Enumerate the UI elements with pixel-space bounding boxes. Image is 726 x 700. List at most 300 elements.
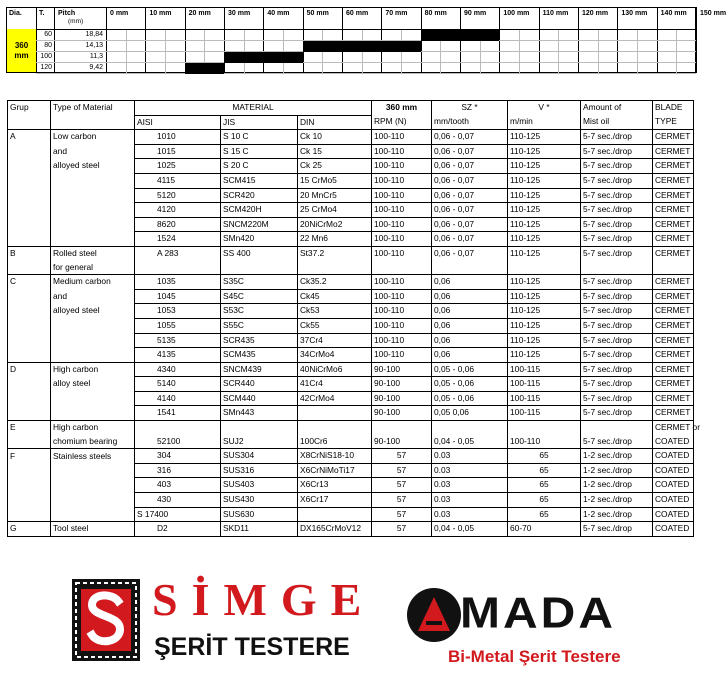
rpm-value: 100-110	[372, 188, 432, 203]
sz-value: 0.03	[432, 478, 508, 493]
blade-value: CERMET	[653, 217, 694, 232]
pitch-grid-line	[696, 7, 697, 73]
group-letter	[8, 232, 51, 247]
teeth-value: 80	[44, 42, 52, 49]
din-value: Ck 10	[298, 130, 372, 145]
mist-header: Mist oil	[581, 115, 653, 130]
v-value: 110-125	[508, 173, 581, 188]
table-row	[8, 159, 694, 174]
v-value: 100-115	[508, 391, 581, 406]
material-type: Stainless steels	[51, 449, 135, 464]
din-value: 20 MnCr5	[298, 188, 372, 203]
material-type: Rolled steel	[51, 246, 135, 260]
amount-header: Amount of	[581, 101, 653, 116]
table-row	[8, 173, 694, 188]
jis-value: SUS430	[221, 493, 298, 508]
material-type: Tool steel	[51, 522, 135, 537]
sz-header: SZ *	[432, 101, 508, 116]
material-type: Medium carbon	[51, 275, 135, 290]
pitch-range-bar	[185, 63, 224, 74]
empty-cell	[135, 421, 221, 435]
cutting-parameters-table	[7, 100, 700, 537]
group-letter	[8, 391, 51, 406]
simge-logo-icon	[72, 579, 140, 661]
pitch-chart	[6, 7, 726, 73]
material-type: and	[51, 289, 135, 304]
table-row	[8, 391, 694, 406]
empty-cell	[432, 421, 508, 435]
pitch-value: 9,42	[89, 64, 103, 71]
mist-value: 5-7 sec./drop	[581, 391, 653, 406]
scale-label: 30 mm	[228, 10, 251, 17]
group-letter	[8, 188, 51, 203]
group-letter: G	[8, 522, 51, 537]
jis-value: SNCM220M	[221, 217, 298, 232]
sz-value: 0,06	[432, 333, 508, 348]
group-letter	[8, 217, 51, 232]
rpm-value: 100-110	[372, 217, 432, 232]
group-letter: A	[8, 130, 51, 145]
material-type	[51, 391, 135, 406]
rpm-value: 90-100	[372, 406, 432, 421]
aisi-value: 1055	[135, 318, 221, 333]
din-value: 34CrMo4	[298, 348, 372, 363]
sz-value: 0.03	[432, 463, 508, 478]
material-type	[51, 493, 135, 508]
aisi-value: 4120	[135, 203, 221, 218]
grup-header: Grup	[8, 101, 51, 116]
blade-header: BLADE	[653, 101, 694, 116]
din-value: 22 Mn6	[298, 232, 372, 247]
type-header-cont	[51, 115, 135, 130]
simge-wordmark: SİMGE	[152, 574, 376, 625]
blade-value: CERMET	[653, 159, 694, 174]
material-type: High carbon	[51, 421, 135, 435]
rpm-value: 90-100	[372, 377, 432, 392]
table-row	[8, 217, 694, 232]
din-value: 42CrMo4	[298, 391, 372, 406]
rpm-value: 100-110	[372, 232, 432, 247]
mist-value: 5-7 sec./drop	[581, 522, 653, 537]
pitch-range-bar	[421, 30, 500, 41]
blade-type-header: TYPE	[653, 115, 694, 130]
v-value: 110-125	[508, 159, 581, 174]
sz-value: 0,06 - 0,07	[432, 246, 508, 260]
aisi-value: 1524	[135, 232, 221, 247]
table-row	[8, 478, 694, 493]
din-value: X8CrNiS18-10	[298, 449, 372, 464]
sz-value: 0,05 - 0,06	[432, 377, 508, 392]
sz-value: 0,06 - 0,07	[432, 203, 508, 218]
material-type: Low carbon	[51, 130, 135, 145]
mist-value: 5-7 sec./drop	[581, 318, 653, 333]
dia-value: 360	[14, 41, 29, 50]
rpm-value: 57	[372, 478, 432, 493]
mist-value: 5-7 sec./drop	[581, 188, 653, 203]
v-value: 110-125	[508, 348, 581, 363]
table-row	[8, 522, 694, 537]
scale-label: 0 mm	[110, 10, 129, 17]
jis-value: SCR435	[221, 333, 298, 348]
jis-value: SS 400	[221, 246, 298, 260]
din-value: X6Cr13	[298, 478, 372, 493]
blade-value: COATED	[653, 507, 694, 522]
table-row	[8, 449, 694, 464]
aisi-value: 403	[135, 478, 221, 493]
rpm-value: 57	[372, 507, 432, 522]
table-row	[8, 289, 694, 304]
group-letter	[8, 144, 51, 159]
din-value: Ck 25	[298, 159, 372, 174]
pitch-row-line	[36, 29, 696, 30]
pitch-row-line	[36, 73, 696, 74]
mist-value: 5-7 sec./drop	[581, 144, 653, 159]
material-type: chomium bearing	[51, 435, 135, 449]
v-value: 110-125	[508, 275, 581, 290]
t-header: T.	[39, 10, 45, 17]
aisi-value: 1025	[135, 159, 221, 174]
v-value: 110-125	[508, 318, 581, 333]
v-value: 110-125	[508, 188, 581, 203]
dia-unit: mm	[14, 51, 29, 61]
v-value: 110-125	[508, 333, 581, 348]
material-type: alloyed steel	[51, 159, 135, 174]
jis-value: S 15 C	[221, 144, 298, 159]
sz-value: 0,06	[432, 304, 508, 319]
grup-header-cont	[8, 115, 51, 130]
amada-logo-icon	[406, 587, 462, 643]
sz-value: 0,06	[432, 275, 508, 290]
sz-value: 0.03	[432, 507, 508, 522]
material-type	[51, 173, 135, 188]
din-value: 20NiCrMo2	[298, 217, 372, 232]
sz-value: 0,05 0,06	[432, 406, 508, 421]
aisi-value: 4340	[135, 362, 221, 377]
rpm-value: 57	[372, 463, 432, 478]
pitch-value: 18,84	[85, 31, 103, 38]
scale-label: 140 mm	[660, 10, 687, 17]
material-type	[51, 232, 135, 247]
mist-value: 5-7 sec./drop	[581, 406, 653, 421]
group-letter	[8, 435, 51, 449]
table-row	[8, 261, 694, 275]
sz-value: 0,06 - 0,07	[432, 144, 508, 159]
aisi-value: 304	[135, 449, 221, 464]
scale-label: 80 mm	[424, 10, 447, 17]
mist-value: 5-7 sec./drop	[581, 377, 653, 392]
jis-value: S53C	[221, 304, 298, 319]
group-letter	[8, 159, 51, 174]
v-value: 110-125	[508, 217, 581, 232]
v-value: 110-125	[508, 289, 581, 304]
empty-cell	[432, 261, 508, 275]
blade-value: COATED	[653, 449, 694, 464]
teeth-value: 100	[40, 53, 52, 60]
material-type	[51, 463, 135, 478]
din-value: X6CrNiMoTi17	[298, 463, 372, 478]
group-letter: D	[8, 362, 51, 377]
din-value: Ck53	[298, 304, 372, 319]
pitch-header: Pitch	[58, 10, 76, 17]
table-row	[8, 463, 694, 478]
sz-value: 0,05 - 0,06	[432, 391, 508, 406]
blade-value: CERMET	[653, 289, 694, 304]
empty-cell	[298, 421, 372, 435]
mist-value: 5-7 sec./drop	[581, 435, 653, 449]
v-value: 65	[508, 493, 581, 508]
rpm-value: 100-110	[372, 289, 432, 304]
sz-value: 0,06	[432, 289, 508, 304]
din-value: Ck35.2	[298, 275, 372, 290]
aisi-value: 1035	[135, 275, 221, 290]
table-row	[8, 232, 694, 247]
pitch-value: 14,13	[85, 42, 103, 49]
v-value: 100-115	[508, 377, 581, 392]
aisi-value: 5135	[135, 333, 221, 348]
blade-value: CERMET	[653, 188, 694, 203]
v-value: 110-125	[508, 246, 581, 260]
material-type	[51, 507, 135, 522]
material-type: for general	[51, 261, 135, 275]
jis-value: SCM435	[221, 348, 298, 363]
blade-value: COATED	[653, 463, 694, 478]
blade-value: COATED	[653, 522, 694, 537]
rpm-value: 90-100	[372, 362, 432, 377]
group-letter: C	[8, 275, 51, 290]
blade-value: CERMET	[653, 318, 694, 333]
jis-header: JIS	[221, 115, 298, 130]
blade-value: CERMET	[653, 304, 694, 319]
sz-unit-header: mm/tooth	[432, 115, 508, 130]
empty-cell	[135, 261, 221, 275]
din-value: 40NiCrMo6	[298, 362, 372, 377]
table-row	[8, 203, 694, 218]
group-letter	[8, 289, 51, 304]
blade-value: CERMET	[653, 333, 694, 348]
empty-cell	[653, 261, 694, 275]
pitch-range-bar	[224, 52, 303, 63]
group-letter	[8, 173, 51, 188]
din-value: 37Cr4	[298, 333, 372, 348]
table-row	[8, 130, 694, 145]
sz-value: 0,06 - 0,07	[432, 173, 508, 188]
mist-value: 1-2 sec./drop	[581, 493, 653, 508]
mist-value: 5-7 sec./drop	[581, 232, 653, 247]
sz-value: 0.03	[432, 493, 508, 508]
jis-value: SUS316	[221, 463, 298, 478]
din-value: St37.2	[298, 246, 372, 260]
v-unit-header: m/min	[508, 115, 581, 130]
scale-label: 10 mm	[149, 10, 172, 17]
jis-value: SMn443	[221, 406, 298, 421]
aisi-value: 1045	[135, 289, 221, 304]
rpm-value: 100-110	[372, 203, 432, 218]
aisi-value: 316	[135, 463, 221, 478]
table-row	[8, 333, 694, 348]
table-row	[8, 275, 694, 290]
rpm-value: 100-110	[372, 246, 432, 260]
scale-label: 60 mm	[346, 10, 369, 17]
aisi-value: 5140	[135, 377, 221, 392]
jis-value: SUS630	[221, 507, 298, 522]
material-type: alloyed steel	[51, 304, 135, 319]
amada-wordmark: MADA	[460, 589, 616, 638]
empty-cell	[221, 421, 298, 435]
type-header: Type of Material	[51, 101, 135, 116]
din-value: 25 CrMo4	[298, 203, 372, 218]
jis-value: S35C	[221, 275, 298, 290]
material-type	[51, 217, 135, 232]
empty-cell	[508, 261, 581, 275]
jis-value: S45C	[221, 289, 298, 304]
rpm-value: 57	[372, 493, 432, 508]
sz-value: 0,04 - 0,05	[432, 522, 508, 537]
jis-value: SCM415	[221, 173, 298, 188]
din-value: DX165CrMoV12	[298, 522, 372, 537]
sz-value: 0,06	[432, 318, 508, 333]
blade-value: COATED	[653, 478, 694, 493]
pitch-unit: (mm)	[68, 18, 84, 25]
din-value: Ck45	[298, 289, 372, 304]
table-row	[8, 362, 694, 377]
aisi-value: 52100	[135, 435, 221, 449]
v-value: 100-115	[508, 362, 581, 377]
table-row	[8, 318, 694, 333]
rpm-value: 100-110	[372, 130, 432, 145]
blade-value: CERMET	[653, 203, 694, 218]
mist-value: 5-7 sec./drop	[581, 362, 653, 377]
v-value: 65	[508, 478, 581, 493]
group-letter	[8, 318, 51, 333]
din-header: DIN	[298, 115, 372, 130]
aisi-value: 5120	[135, 188, 221, 203]
aisi-value: S 17400	[135, 507, 221, 522]
mist-value: 1-2 sec./drop	[581, 463, 653, 478]
dia-header: Dia.	[9, 10, 22, 17]
scale-label: 40 mm	[267, 10, 290, 17]
jis-value: S 10 C	[221, 130, 298, 145]
v-value: 65	[508, 449, 581, 464]
blade-value: COATED	[653, 493, 694, 508]
din-value: Ck55	[298, 318, 372, 333]
empty-cell	[581, 261, 653, 275]
jis-value: SUJ2	[221, 435, 298, 449]
scale-label: 150 mm	[700, 10, 726, 17]
v-value: 110-125	[508, 203, 581, 218]
material-type: High carbon	[51, 362, 135, 377]
blade-value: CERMET	[653, 130, 694, 145]
table-row	[8, 406, 694, 421]
mist-value: 5-7 sec./drop	[581, 304, 653, 319]
material-header: MATERIAL	[135, 101, 372, 116]
jis-value: SCR440	[221, 377, 298, 392]
empty-cell	[508, 421, 581, 435]
mist-value: 5-7 sec./drop	[581, 217, 653, 232]
rpm-value: 100-110	[372, 348, 432, 363]
v-value: 100-110	[508, 435, 581, 449]
teeth-value: 120	[40, 64, 52, 71]
mist-value: 5-7 sec./drop	[581, 130, 653, 145]
sz-value: 0,06 - 0,07	[432, 188, 508, 203]
group-letter	[8, 261, 51, 275]
aisi-value: A 283	[135, 246, 221, 260]
din-value: X6Cr17	[298, 493, 372, 508]
jis-value: SCM420H	[221, 203, 298, 218]
aisi-value: D2	[135, 522, 221, 537]
rpm-value: 100-110	[372, 304, 432, 319]
material-type	[51, 188, 135, 203]
scale-label: 100 mm	[503, 10, 530, 17]
v-value: 100-115	[508, 406, 581, 421]
table-row	[8, 246, 694, 260]
group-letter: B	[8, 246, 51, 260]
mist-value: 1-2 sec./drop	[581, 507, 653, 522]
jis-value: SUS304	[221, 449, 298, 464]
sz-value: 0,06 - 0,07	[432, 232, 508, 247]
v-value: 65	[508, 463, 581, 478]
sz-value: 0,06 - 0,07	[432, 159, 508, 174]
table-row	[8, 507, 694, 522]
teeth-value: 60	[44, 31, 52, 38]
table-row	[8, 304, 694, 319]
simge-subtitle: ŞERİT TESTERE	[154, 633, 350, 661]
material-type	[51, 333, 135, 348]
jis-value: SCR420	[221, 188, 298, 203]
jis-value: SKD11	[221, 522, 298, 537]
mist-value: 5-7 sec./drop	[581, 203, 653, 218]
sz-value: 0,06 - 0,07	[432, 217, 508, 232]
blade-value: CERMET	[653, 406, 694, 421]
mist-value: 5-7 sec./drop	[581, 159, 653, 174]
aisi-value: 4140	[135, 391, 221, 406]
din-value: 41Cr4	[298, 377, 372, 392]
mist-value: 1-2 sec./drop	[581, 478, 653, 493]
table-row	[8, 377, 694, 392]
sz-value: 0,04 - 0,05	[432, 435, 508, 449]
blade-value: CERMET	[653, 246, 694, 260]
v-value: 110-125	[508, 144, 581, 159]
jis-value: SNCM439	[221, 362, 298, 377]
group-letter: E	[8, 421, 51, 435]
jis-value: SCM440	[221, 391, 298, 406]
scale-label: 130 mm	[621, 10, 648, 17]
material-type	[51, 318, 135, 333]
mist-value: 5-7 sec./drop	[581, 289, 653, 304]
v-value: 60-70	[508, 522, 581, 537]
rpm-value: 57	[372, 522, 432, 537]
scale-label: 50 mm	[306, 10, 329, 17]
sz-value: 0,06	[432, 348, 508, 363]
table-row	[8, 144, 694, 159]
blade-value: CERMET	[653, 377, 694, 392]
group-letter	[8, 348, 51, 363]
aisi-value: 8620	[135, 217, 221, 232]
blade-value: CERMET	[653, 275, 694, 290]
group-letter	[8, 203, 51, 218]
material-type: and	[51, 144, 135, 159]
material-type	[51, 478, 135, 493]
mist-value: 5-7 sec./drop	[581, 173, 653, 188]
rpm-value: 90-100	[372, 391, 432, 406]
empty-cell	[581, 421, 653, 435]
empty-cell	[372, 261, 432, 275]
mist-value: 5-7 sec./drop	[581, 348, 653, 363]
group-letter	[8, 333, 51, 348]
blade-value: CERMET or	[653, 421, 694, 435]
rpm-header: RPM (N)	[372, 115, 432, 130]
table-row	[8, 421, 694, 435]
empty-cell	[221, 261, 298, 275]
